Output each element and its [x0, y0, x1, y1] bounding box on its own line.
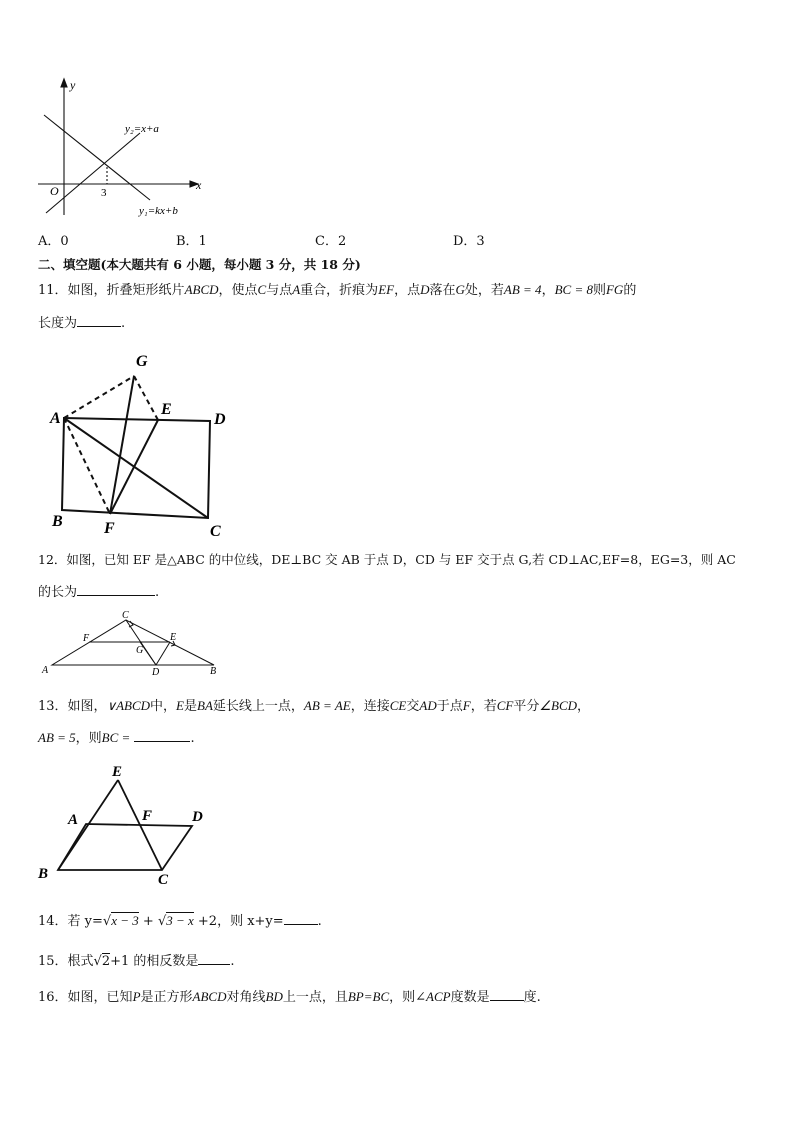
q15-text: . [230, 954, 235, 969]
q16-abcd: ABCD [192, 989, 227, 1004]
y-axis-label: y [70, 78, 76, 92]
label-f: F [83, 633, 90, 644]
answer-blank[interactable] [198, 952, 230, 965]
label-a: A [68, 812, 79, 828]
dashed-ge [134, 376, 158, 420]
q15-radicand: 2 [101, 954, 111, 969]
q11-g: G [455, 282, 465, 297]
q16-line [38, 988, 541, 1007]
q11-number: 11． [38, 283, 68, 298]
answer-blank[interactable] [77, 583, 155, 596]
q11-text: 则 [592, 283, 606, 298]
q13-number: 13． [38, 699, 68, 714]
q11-fg: FG [605, 282, 624, 297]
label-a: A [42, 665, 49, 676]
q10-graph-figure [30, 75, 220, 225]
q13-text: 延长线上一点， [212, 699, 304, 714]
sqrt-icon: √ [157, 914, 167, 929]
q14-radicand-1: x − 3 [111, 913, 139, 928]
parallelogram-abcd [58, 824, 192, 870]
answer-blank[interactable] [77, 314, 121, 327]
q11-text: . [121, 316, 126, 331]
q16-text: 对角线 [226, 990, 266, 1005]
label-d: D [152, 667, 160, 678]
q13-cf: CF [496, 698, 514, 713]
q13-ad: AD [419, 698, 437, 713]
q13-text: ，连接 [350, 699, 390, 714]
q12-text: 的长为 [38, 585, 78, 600]
y-axis-arrow [61, 79, 67, 87]
q13-text: ， [577, 699, 591, 714]
label-d: D [214, 411, 226, 428]
q11-text: 处，若 [464, 283, 504, 298]
dashed-af [64, 418, 110, 514]
q14-text: 14．若 y= [38, 914, 103, 929]
q13-ce: CE [389, 698, 407, 713]
q11-text: ，点 [394, 283, 421, 298]
q14-text: . [317, 914, 322, 929]
q13-text: 如图， [67, 699, 107, 714]
origin-label: O [50, 184, 59, 198]
label-f: F [104, 520, 115, 537]
segment-de [156, 642, 170, 665]
q15-line [38, 952, 235, 971]
q11-fold-figure [40, 348, 240, 543]
q11-text: 与点 [266, 283, 293, 298]
q11-line1 [38, 281, 636, 300]
line1-label: y₁=kx+b [139, 205, 178, 217]
q11-text: 长度为 [38, 316, 78, 331]
q13-ab5: AB = 5 [38, 730, 76, 745]
q11-text: 重合，折痕为 [300, 283, 379, 298]
sqrt-icon: √ [102, 914, 112, 929]
q13-line2 [38, 729, 195, 748]
q13-text: ，若 [470, 699, 497, 714]
answer-blank[interactable] [134, 729, 190, 742]
q11-ef: EF [378, 282, 395, 297]
choice-d: D．3 [453, 234, 485, 249]
q13-text: . [190, 731, 195, 746]
dashed-ag [64, 376, 134, 418]
label-b: B [52, 513, 63, 530]
q13-ba: BA [197, 698, 213, 713]
label-c: C [122, 610, 129, 621]
label-d: D [192, 809, 203, 825]
q14-text: + [138, 914, 158, 929]
q13-line1 [38, 697, 590, 716]
q11-text: ，使点 [218, 283, 258, 298]
diagonal-ac [64, 418, 208, 518]
q11-text: ， [541, 283, 555, 298]
line-y2 [46, 133, 140, 213]
q13-bc: BC = [101, 730, 131, 745]
q13-text: 平分 [513, 699, 540, 714]
q11-abcd: ABCD [184, 282, 219, 297]
q12-line2 [38, 583, 159, 602]
q11-a: A [292, 282, 301, 297]
q16-text: 如图，已知 [67, 990, 133, 1005]
label-e: E [170, 632, 177, 643]
q16-p: P [132, 989, 141, 1004]
q15-text: 15．根式 [38, 954, 94, 969]
q12-text: . [155, 585, 160, 600]
q15-text: +1 的相反数是 [110, 954, 199, 969]
label-f: F [142, 808, 153, 824]
q16-bpbc: BP=BC [347, 989, 390, 1004]
q14-radicand-2: 3 − x [166, 913, 194, 928]
q16-text: 是正方形 [140, 990, 193, 1005]
q11-text: 的 [623, 283, 637, 298]
q11-ab: AB = 4 [503, 282, 542, 297]
label-b: B [210, 666, 217, 677]
q13-text: 中， [150, 699, 177, 714]
q16-text: 度数是 [450, 990, 490, 1005]
q13-f: F [462, 698, 471, 713]
sqrt-icon: √ [93, 954, 102, 969]
q11-c: C [257, 282, 267, 297]
choice-b: B．1 [176, 234, 207, 249]
label-e: E [161, 401, 172, 418]
q13-text: 于点 [436, 699, 463, 714]
label-b: B [38, 866, 49, 882]
q16-text: 度. [523, 990, 541, 1005]
q11-d: D [420, 282, 430, 297]
q11-text: 如图，折叠矩形纸片 [67, 283, 185, 298]
q13-abae: AB = AE [303, 698, 351, 713]
q13-e: E [176, 698, 184, 713]
label-g: G [136, 645, 144, 656]
section-heading: 二、填空题(本大题共有 6 小题，每小题 3 分，共 18 分) [38, 257, 361, 272]
label-c: C [210, 523, 221, 540]
q14-line [38, 912, 322, 931]
label-a: A [50, 410, 61, 427]
q14-text: +2，则 x+y= [193, 914, 284, 929]
q16-number: 16． [38, 990, 68, 1005]
q16-acp: ACP [426, 989, 451, 1004]
q16-bd: BD [265, 989, 283, 1004]
q13-text: ，则 [75, 731, 102, 746]
q11-text: 落在 [429, 283, 456, 298]
choice-c: C．2 [315, 234, 347, 249]
answer-blank[interactable] [284, 912, 318, 925]
tick-label-3: 3 [101, 187, 107, 199]
answer-blank[interactable] [490, 988, 524, 1001]
choice-a: A．0 [38, 234, 69, 249]
q16-text: 上一点，且 [282, 990, 348, 1005]
q13-angle: ∠BCD [539, 698, 578, 713]
q13-text: 是 [184, 699, 198, 714]
x-axis-label: x [196, 178, 202, 192]
label-g: G [136, 353, 148, 370]
q13-parallelogram: ∨ABCD [106, 698, 151, 713]
segment-gf [110, 376, 134, 514]
q16-text: ，则∠ [389, 990, 427, 1005]
q11-line2 [38, 314, 125, 333]
line2-label: y₂=x+a [125, 123, 159, 135]
q12-line1: 12．如图，已知 EF 是△ABC 的中位线，DE⊥BC 交 AB 于点 D，CD 与 EF 交于点 G,若 CD⊥AC,EF=8，EG=3，则 AC [38, 552, 736, 567]
q12-triangle-figure [38, 608, 228, 680]
q13-parallelogram-figure [34, 758, 224, 888]
label-e: E [112, 764, 123, 780]
q11-bc: BC = 8 [554, 282, 593, 297]
label-c: C [158, 872, 169, 888]
q13-text: 交 [406, 699, 420, 714]
